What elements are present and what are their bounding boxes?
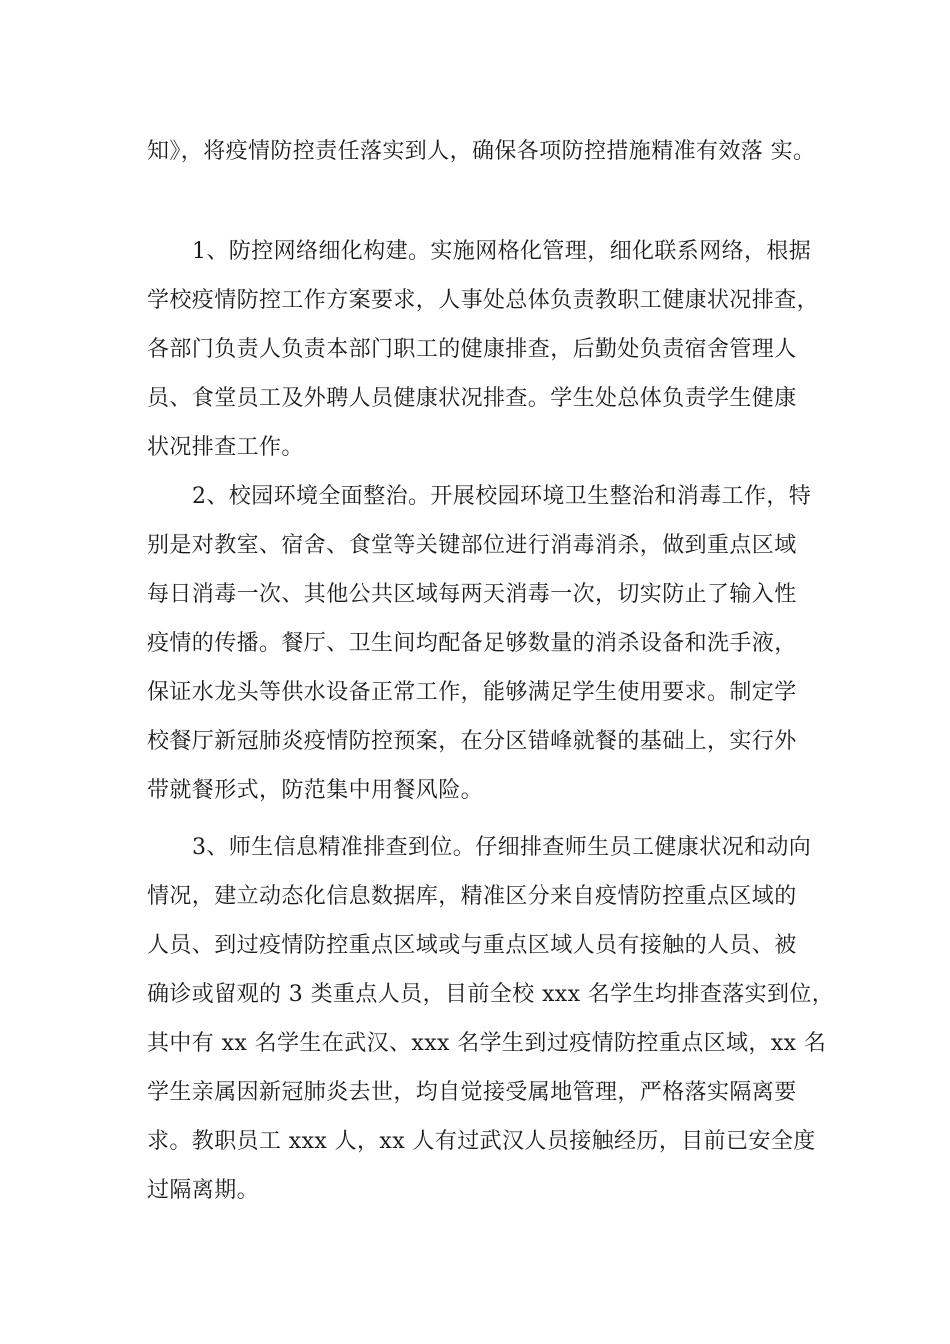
paragraph-3-line-4: 确诊或留观的 3 类重点人员，目前全校 xxx 名学生均排查落实到位， — [147, 982, 835, 1007]
paragraph-3-line-3: 人员、到过疫情防控重点区域或与重点区域人员有接触的人员、被 — [147, 933, 797, 958]
paragraph-1-line-1: 1、防控网络细化构建。实施网格化管理，细化联系网络，根据 — [192, 239, 812, 264]
paragraph-3-line-6: 学生亲属因新冠肺炎去世，均自觉接受属地管理，严格落实隔离要 — [147, 1080, 797, 1105]
paragraph-2-line-2: 别是对教室、宿舍、食堂等关键部位进行消毒消杀，做到重点区域 — [147, 533, 797, 558]
paragraph-2-line-6: 校餐厅新冠肺炎疫情防控预案，在分区错峰就餐的基础上，实行外 — [147, 729, 797, 754]
paragraph-2-line-3: 每日消毒一次、其他公共区域每两天消毒一次，切实防止了输入性 — [147, 582, 797, 607]
paragraph-1-line-3: 各部门负责人负责本部门职工的健康排查，后勤处负责宿舍管理人 — [147, 337, 797, 362]
paragraph-2-line-4: 疫情的传播。餐厅、卫生间均配备足够数量的消杀设备和洗手液， — [147, 631, 797, 656]
paragraph-1-line-2: 学校疫情防控工作方案要求，人事处总体负责教职工健康状况排查， — [147, 288, 820, 313]
paragraph-3-line-7: 求。教职员工 xxx 人，xx 人有过武汉人员接触经历，目前已安全度 — [147, 1129, 816, 1154]
text-line: 知》，将疫情防控责任落实到人，确保各项防控措施精准有效落 实。 — [147, 139, 816, 164]
paragraph-3-line-8: 过隔离期。 — [147, 1178, 260, 1203]
paragraph-3-line-5: 其中有 xx 名学生在武汉、xxx 名学生到过疫情防控重点区域，xx 名 — [147, 1031, 827, 1056]
paragraph-3-line-2: 情况，建立动态化信息数据库，精准区分来自疫情防控重点区域的 — [147, 884, 797, 909]
paragraph-3-line-1: 3、师生信息精准排查到位。仔细排查师生员工健康状况和动向 — [192, 835, 812, 860]
paragraph-1-line-5: 状况排查工作。 — [147, 435, 304, 460]
paragraph-2-line-1: 2、校园环境全面整治。开展校园环境卫生整治和消毒工作，特 — [192, 484, 812, 509]
paragraph-1-line-4: 员、食堂员工及外聘人员健康状况排查。学生处总体负责学生健康 — [147, 386, 797, 411]
paragraph-2-line-5: 保证水龙头等供水设备正常工作，能够满足学生使用要求。制定学 — [147, 680, 797, 705]
paragraph-2-line-7: 带就餐形式，防范集中用餐风险。 — [147, 778, 484, 803]
